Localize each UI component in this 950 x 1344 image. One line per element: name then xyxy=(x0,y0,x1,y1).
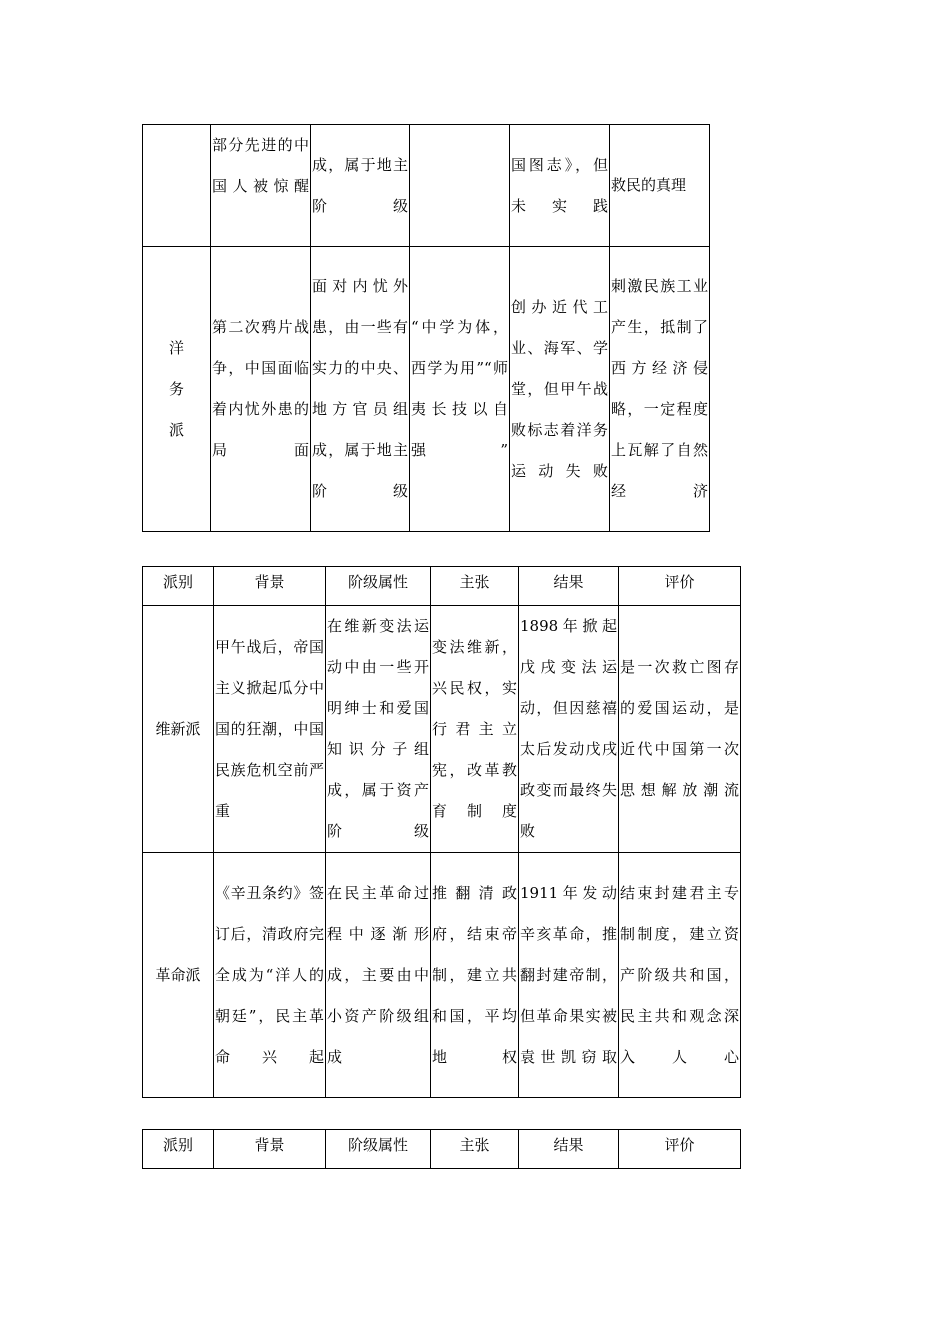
table-cell: 创办近代工业、海军、学堂，但甲午战败标志着洋务运动失败 xyxy=(510,247,610,532)
header-cell: 主张 xyxy=(431,567,519,606)
header-cell: 阶级属性 xyxy=(326,1130,431,1169)
table-cell: 国图志》，但未实践 xyxy=(510,125,610,247)
header-cell: 派别 xyxy=(143,1130,214,1169)
table-row xyxy=(143,853,741,1098)
table-cell: 是一次救亡图存的爱国运动，是近代中国第一次思想解放潮流 xyxy=(619,606,741,853)
table-cell: 第二次鸦片战争，中国面临着内忧外患的局面 xyxy=(211,247,311,532)
table-cell xyxy=(410,125,510,247)
table-header-row xyxy=(143,567,741,606)
header-cell: 结果 xyxy=(519,567,619,606)
table-cell: 成，属于地主阶级 xyxy=(311,125,410,247)
table-cell: 面对内忧外患，由一些有实力的中央、地方官员组成，属于地主阶级 xyxy=(311,247,410,532)
table-cell-faction: 维新派 xyxy=(143,606,214,853)
table-cell: 结束封建君主专制制度，建立资产阶级共和国，民主共和观念深入人心 xyxy=(619,853,741,1098)
header-cell: 结果 xyxy=(519,1130,619,1169)
table-row xyxy=(143,247,710,532)
table-row xyxy=(143,606,741,853)
header-cell: 主张 xyxy=(431,1130,519,1169)
table-cell: 在维新变法运动中由一些开明绅士和爱国知识分子组成，属于资产阶级 xyxy=(326,606,431,853)
table-cell: 推翻清政府，结束帝制，建立共和国，平均地权 xyxy=(431,853,519,1098)
table-cell: 部分先进的中国人被惊醒 xyxy=(211,125,311,247)
header-cell: 评价 xyxy=(619,1130,741,1169)
header-cell: 阶级属性 xyxy=(326,567,431,606)
table-cell: 刺激民族工业产生，抵制了西方经济侵略，一定程度上瓦解了自然经济 xyxy=(610,247,710,532)
header-cell: 背景 xyxy=(214,1130,326,1169)
table-row xyxy=(143,125,710,247)
table-cell: 在民主革命过程中逐渐形成，主要由中小资产阶级组成 xyxy=(326,853,431,1098)
table-cell-faction xyxy=(143,247,211,532)
table-reform-revolution xyxy=(142,566,741,1098)
table-cell: 1898年掀起戊戌变法运动，但因慈禧太后发动戊戌政变而最终失败 xyxy=(519,606,619,853)
table-cell: 变法维新，兴民权，实行君主立宪，改革教育制度 xyxy=(431,606,519,853)
header-cell: 派别 xyxy=(143,567,214,606)
table-cell xyxy=(143,125,211,247)
table-cell: 1911年发动辛亥革命，推翻封建帝制，但革命果实被袁世凯窃取 xyxy=(519,853,619,1098)
faction-label: 洋务派 xyxy=(168,338,184,439)
table-cell-faction: 革命派 xyxy=(143,853,214,1098)
table-cell: 甲午战后，帝国主义掀起瓜分中国的狂潮，中国民族危机空前严重 xyxy=(214,606,326,853)
table-header-only xyxy=(142,1129,741,1169)
table-cell: 救民的真理 xyxy=(610,125,710,247)
table-cell: “中学为体，西学为用”“师夷长技以自强” xyxy=(410,247,510,532)
table-continuation xyxy=(142,124,710,532)
table-cell: 《辛丑条约》签订后，清政府完全成为“洋人的朝廷”，民主革命兴起 xyxy=(214,853,326,1098)
header-cell: 背景 xyxy=(214,567,326,606)
header-cell: 评价 xyxy=(619,567,741,606)
table-header-row xyxy=(143,1130,741,1169)
